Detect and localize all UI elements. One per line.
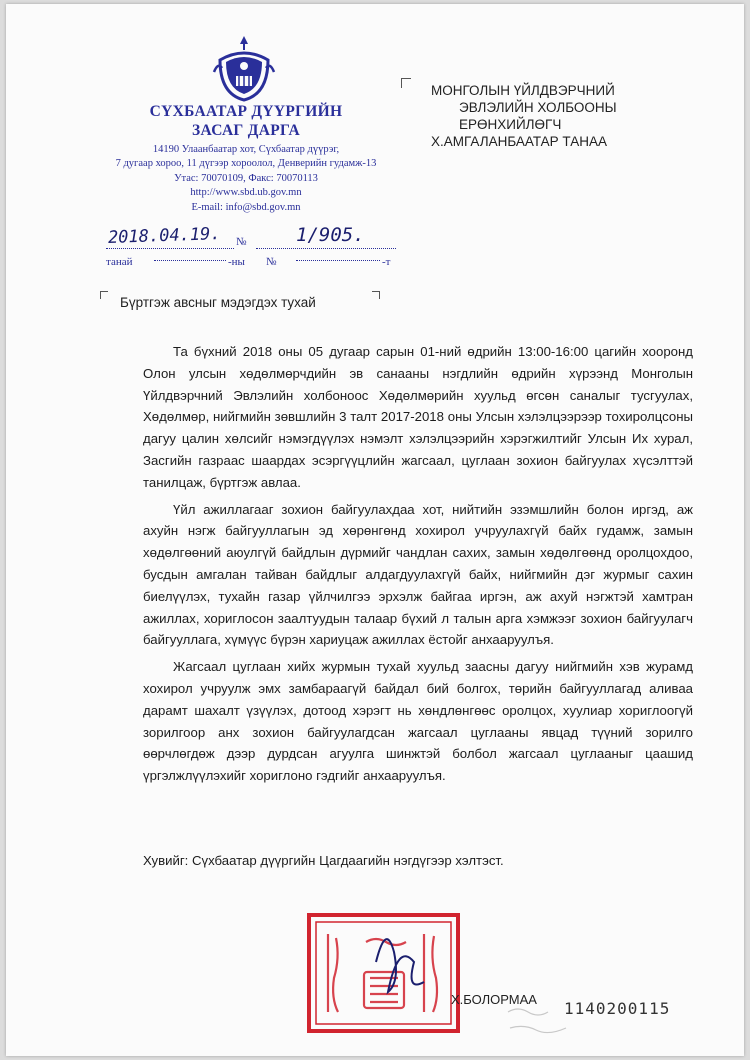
body-paragraph	[143, 656, 693, 787]
registration-number: 1140200115	[564, 999, 671, 1018]
your-number-line	[296, 260, 380, 261]
paragraph-text: Жагсаал цуглаан хийх журмын тухай хуульд заасны дагуу нийгмийн хэв журамд хохирол учруулж эмх замбараагүй байдал бий болгох, төрийн байгууллагад аливаа дарамт шахалт үзүүлэх, дотоод хэрэгт нь хөндлөнгөөс оролцох, хуулиар хориглоогүй зорилгоор анх зохион байгуулагдсан жагсаал цуглааны явцад түүний зорилго өөрчлөгдөж дээр дурдсан агуулга шинжтэй болбол жагсаал цуглааныг цаашид үргэлжлүүлэхийг хориглоно гэдгийг анхааруулъя.	[143, 659, 693, 784]
email-line: E-mail: info@sbd.gov.mn	[191, 201, 301, 213]
official-stamp-icon	[306, 912, 461, 1034]
issuer-address	[106, 143, 386, 215]
recipient-bracket	[401, 78, 411, 88]
recipient-line: ЭВЛЭЛИЙН ХОЛБООНЫ ЕРӨНХИЙЛӨГЧ	[459, 100, 617, 132]
recipient-line: Х.АМГАЛАНБААТАР ТАНАА	[431, 134, 607, 149]
label-number-2: №	[266, 256, 277, 268]
paragraph-text: Үйл ажиллагааг зохион байгуулахдаа хот, нийтийн эзэмшлийн болон иргэд, аж ахуйн нэгж байгууллагын эд хөрөнгөнд хохирол учруулахгүй байх гудамж, замын хөдөлгөөний аюулгүй байдлын дүрмийг чандлан сахих, замын хөдөлгөөнд оролцохдоо, бусдын амгалан тайван байдлыг алдагдуулахгүй байх, нийгмийн дэг журмыг сахин биелүүлэх, тухайн газар үйлчилгээ эрхэлж байгаа иргэн, аж ахуй нэгжтэй хамтран ажиллах, хориглосон заалтуудын талаар бүхий л талын арга хэмжээг зохион байгуулагч байгууллага, хүмүүс бүрэн хариуцаж ажиллах ёстойг анхааруулъя.	[143, 501, 693, 648]
handwritten-number: 1/905.	[296, 224, 365, 246]
copy-to-line: Хувийг: Сүхбаатар дүүргийн Цагдаагийн нэгдүгээр хэлтэст.	[143, 853, 504, 868]
phone-fax-line: Утас: 70070109, Факс: 70070113	[174, 172, 318, 184]
number-line	[256, 248, 396, 249]
issuer-block	[106, 102, 386, 215]
handwritten-date: 2018.04.19.	[107, 224, 221, 248]
subject-bracket-left	[100, 291, 108, 299]
address-line: 7 дугаар хороо, 11 дүгээр хороолол, Денверийн гудамж-13	[115, 158, 377, 170]
date-line	[106, 248, 234, 249]
paragraph-text: Та бүхний 2018 оны 05 дугаар сарын 01-ний өдрийн 13:00-16:00 цагийн хооронд Олон улсын хөдөлмөрчдийн эв санааны нэгдлийн өдрийн хүрээнд Монголын Үйлдвэрчний Эвлэлийн холбоноос Хөдөлмөрийн хуульд өгсөн саналыг тусгуулах, Хөдөлмөр, нийгмийн зөвшлийн 3 талт 2017-2018 оны Улсын хэлэлцээрээр тохиролцсоны дагуу цалин хөлсийг нэмэгдүүлэх нэмэлт хэлэлцээрийн хэрэгжилтийг Улсын Их хурал, Засгийн газраас шаардах эсэргүүцлийн жагсаал, цуглаан зохион байгуулах хүсэлттэй танилцаж, бүртгэж авлаа.	[143, 344, 693, 490]
your-date-line	[154, 260, 226, 261]
address-line: 14190 Улаанбаатар хот, Сүхбаатар дүүрэг,	[152, 144, 340, 155]
recipient-line: МОНГОЛЫН ҮЙЛДВЭРЧНИЙ	[431, 83, 615, 98]
body-paragraph	[143, 499, 693, 652]
subject-line: Бүртгэж авсныг мэдэгдэх тухай	[120, 295, 316, 310]
recipient-block	[411, 82, 711, 150]
issuer-name-line2: ЗАСАГ ДАРГА	[192, 122, 300, 139]
state-emblem-icon	[212, 32, 276, 104]
letter-body	[143, 341, 693, 792]
label-t: -т	[382, 256, 391, 268]
subject-bracket-right	[372, 291, 380, 299]
label-number: №	[236, 236, 247, 248]
label-ny: -ны	[228, 256, 245, 268]
issuer-name-line1: СҮХБААТАР ДҮҮРГИЙН	[149, 103, 343, 120]
signer-name: Х.БОЛОРМАА	[451, 992, 537, 1007]
body-paragraph	[143, 341, 693, 494]
letter-page	[6, 4, 744, 1056]
label-your: танай	[106, 256, 133, 268]
website-line: http://www.sbd.ub.gov.mn	[190, 187, 302, 199]
